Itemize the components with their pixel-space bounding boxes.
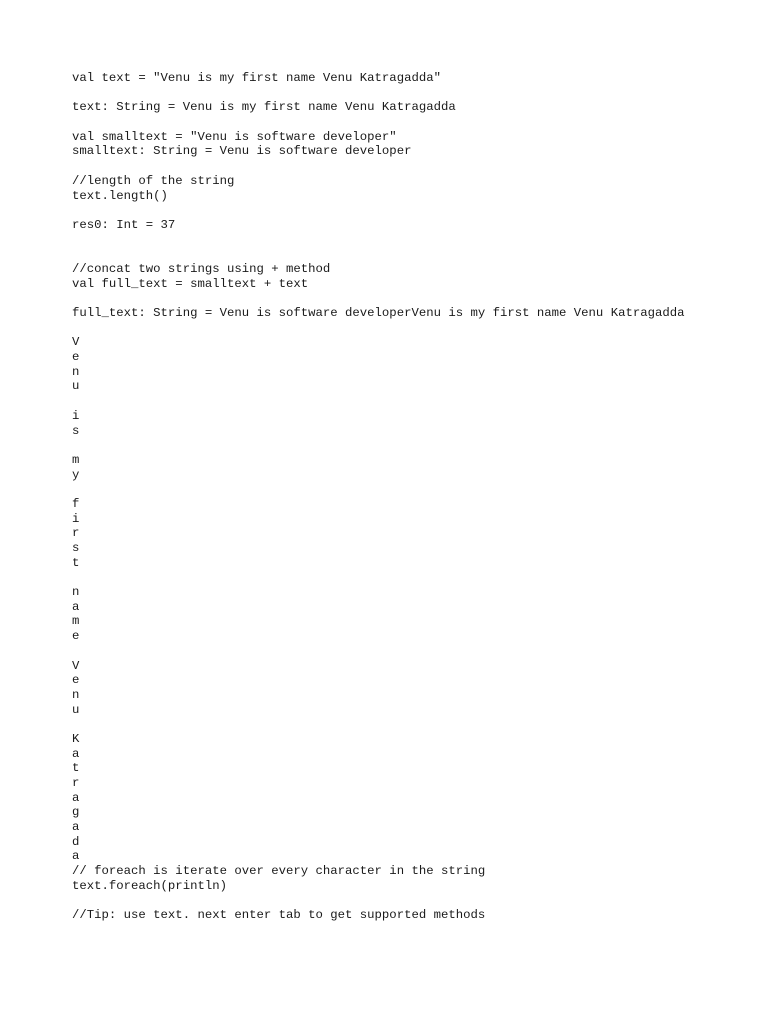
code-line: a xyxy=(72,599,80,614)
code-line: a xyxy=(72,820,80,835)
code-line xyxy=(72,717,685,732)
code-line: u xyxy=(72,379,80,394)
code-line: text: String = Venu is my first name Venu Katragadda xyxy=(72,100,456,115)
code-line: K xyxy=(72,731,80,746)
code-line xyxy=(72,482,685,497)
code-line xyxy=(72,438,685,453)
code-line: y xyxy=(72,467,80,482)
code-line xyxy=(72,394,685,409)
code-line: val text = "Venu is my first name Venu Katragadda" xyxy=(72,71,441,85)
code-line: f xyxy=(72,496,80,511)
code-line xyxy=(72,233,685,248)
code-line: //Tip: use text. next enter tab to get supported methods xyxy=(72,908,486,923)
code-line: full_text: String = Venu is software developerVenu is my first name Venu Katragadda xyxy=(72,306,685,320)
code-line: i xyxy=(72,511,80,526)
code-line: s xyxy=(72,541,80,555)
code-line: t xyxy=(72,761,80,776)
code-line: V xyxy=(72,335,80,350)
code-line: m xyxy=(72,614,80,629)
code-line: // foreach is iterate over every character in the string xyxy=(72,864,486,879)
code-line: //concat two strings using + method xyxy=(72,261,331,276)
code-line: e xyxy=(72,629,80,644)
code-line: e xyxy=(72,673,80,688)
code-line: r xyxy=(72,526,80,541)
code-line: V xyxy=(72,658,80,673)
code-line: g xyxy=(72,805,80,820)
code-line: val full_text = smalltext + text xyxy=(72,276,309,291)
code-line: smalltext: String = Venu is software developer xyxy=(72,144,412,159)
code-line: text.foreach(println) xyxy=(72,878,227,893)
code-line: //length of the string xyxy=(72,173,235,188)
code-line: n xyxy=(72,687,80,702)
code-line: s xyxy=(72,423,80,438)
code-line: m xyxy=(72,452,80,467)
code-document xyxy=(72,71,685,923)
code-line xyxy=(72,644,685,659)
code-line: a xyxy=(72,790,80,805)
code-line: u xyxy=(72,702,80,717)
code-line xyxy=(72,159,685,174)
code-line: a xyxy=(72,746,80,761)
code-line: e xyxy=(72,350,80,365)
code-line: a xyxy=(72,849,80,864)
code-line: res0: Int = 37 xyxy=(72,217,176,232)
code-line xyxy=(72,894,685,909)
code-line: r xyxy=(72,776,80,790)
code-line xyxy=(72,570,685,585)
code-line xyxy=(72,115,685,130)
code-line: d xyxy=(72,834,80,849)
code-line xyxy=(72,291,685,306)
code-line xyxy=(72,86,685,101)
code-line: val smalltext = "Venu is software developer" xyxy=(72,129,397,144)
code-line: n xyxy=(72,585,80,600)
code-line: n xyxy=(72,364,80,379)
code-line: t xyxy=(72,555,80,570)
code-line: i xyxy=(72,408,80,423)
code-line xyxy=(72,203,685,218)
code-line: text.length() xyxy=(72,188,168,203)
code-line xyxy=(72,321,685,336)
code-line xyxy=(72,247,685,262)
